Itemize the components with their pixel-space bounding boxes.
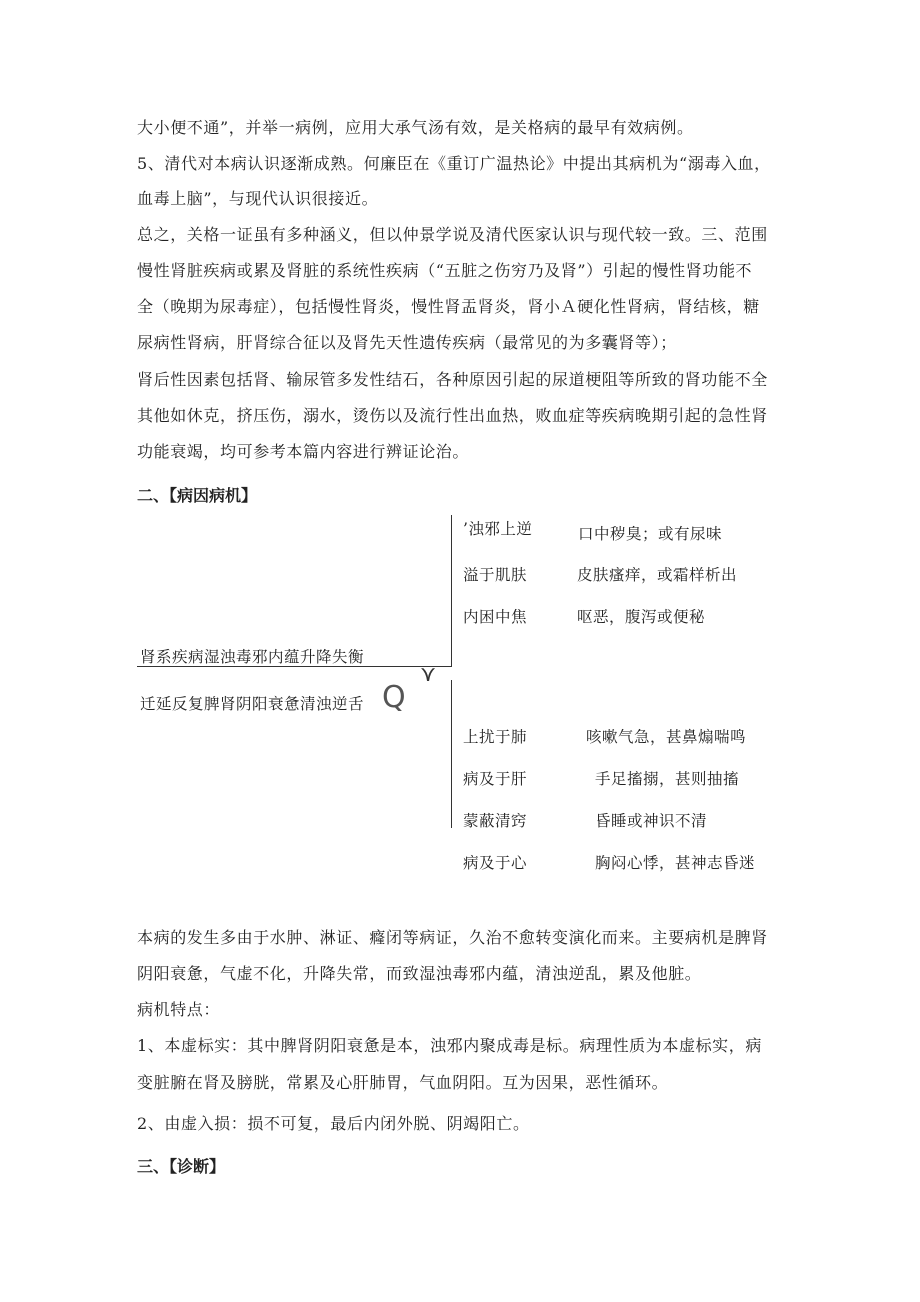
paragraph-line: 1、本虚标实：其中脾肾阴阳衰惫是本，浊邪内聚成毒是标。病理性质为本虚标实，病 (137, 1036, 762, 1055)
paragraph-line: 大小便不通”，并举一病例，应用大承气汤有效，是关格病的最早有效病例。 (137, 118, 694, 137)
upper-branch-symptom: 口中秽臭；或有尿味 (578, 525, 723, 543)
paragraph-line: 变脏腑在肾及膀胱，常累及心肝肺胃，气血阴阳。互为因果，恶性循环。 (137, 1073, 669, 1092)
paragraph-line: 病机特点： (137, 1000, 221, 1019)
paragraph-line: 尿病性肾病，肝肾综合征以及肾先天性遗传疾病（最常见的为多囊肾等）； (137, 333, 677, 352)
lower-bracket-line (451, 680, 452, 828)
section-heading-diagnosis: 三、【诊断】 (137, 1157, 226, 1176)
lower-branch-symptom: 胸闷心悸，甚神志昏迷 (595, 854, 756, 872)
paragraph-line: 血毒上脑”，与现代认识很接近。 (137, 189, 379, 208)
paragraph-line: 肾后性因素包括肾、输尿管多发性结石，各种原因引起的尿道梗阻等所致的肾功能不全 (137, 370, 768, 389)
upper-branch-symptom: 皮肤瘙痒，或霜样析出 (577, 566, 738, 584)
paragraph-line: 本病的发生多由于水肿、淋证、癃闭等病证，久治不愈转变演化而来。主要病机是脾肾 (137, 928, 768, 947)
upper-branch-cause: ’浊邪上逆 (463, 520, 533, 538)
lower-branch-cause: 病及于心 (463, 854, 528, 872)
root-cause-line2: 迁延反复脾肾阴阳衰惫清浊逆舌 (140, 695, 365, 713)
section-heading-pathogenesis: 二、【病因病机】 (137, 486, 258, 505)
lower-branch-cause: 上扰于肺 (463, 728, 528, 746)
paragraph-line: 5、清代对本病认识逐渐成熟。何廉臣在《重订广温热论》中提出其病机为“溺毒入血， (137, 154, 771, 173)
lower-branch-cause: 蒙蔽清窍 (463, 812, 528, 830)
paragraph-line: 2、由虚入损：损不可复，最后内闭外脱、阴竭阳亡。 (137, 1114, 530, 1133)
paragraph-line: 其他如休克，挤压伤，溺水，烫伤以及流行性出血热，败血症等疾病晚期引起的急性肾 (137, 406, 768, 425)
upper-branch-symptom: 呕恶，腹泻或便秘 (577, 608, 706, 626)
paragraph-line: 总之，关格一证虽有多种涵义，但以仲景学说及清代医家认识与现代较一致。三、范围 (137, 225, 768, 244)
paragraph-line: 阴阳衰惫，气虚不化，升降失常，而致湿浊毒邪内蕴，清浊逆乱，累及他脏。 (137, 964, 702, 983)
lower-branch-symptom: 昏睡或神识不清 (595, 812, 708, 830)
upper-branch-cause: 内困中焦 (463, 608, 528, 626)
paragraph-line: 全（晚期为尿毒症），包括慢性肾炎，慢性肾盂肾炎，肾小Ａ硬化性肾病，肾结核，糖 (137, 297, 760, 316)
paragraph-line: 功能衰竭，均可参考本篇内容进行辨证论治。 (137, 442, 470, 461)
root-cause-line1: 肾系疾病湿浊毒邪内蕴升降失衡 (140, 648, 365, 666)
upper-branch-cause: 溢于肌肤 (463, 566, 528, 584)
lower-branch-cause: 病及于肝 (463, 770, 528, 788)
upper-bracket-line (451, 515, 452, 667)
lower-branch-symptom: 手足搐搦，甚则抽搐 (595, 770, 740, 788)
branch-arrow-icon: ⋎ (420, 662, 437, 687)
root-mark: Q (382, 680, 406, 715)
lower-branch-symptom: 咳嗽气急，甚鼻煽喘鸣 (586, 728, 747, 746)
paragraph-line: 慢性肾脏疾病或累及肾脏的系统性疾病（“五脏之伤穷乃及肾”）引起的慢性肾功能不 (137, 261, 753, 280)
